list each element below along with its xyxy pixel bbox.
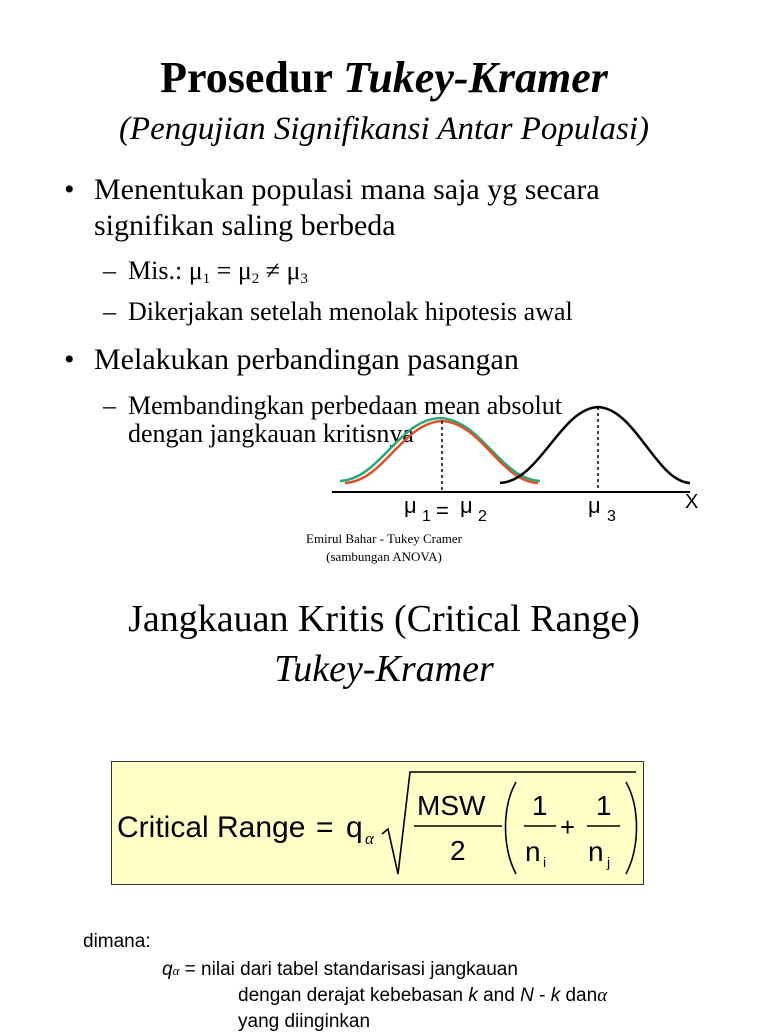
black-curve xyxy=(500,407,690,483)
formula-lhs: Critical Range xyxy=(117,811,306,844)
formula-n-i: n xyxy=(525,836,541,867)
left-paren xyxy=(506,782,517,874)
definition-line-1: qα = nilai dari tabel standarisasi jangkauan xyxy=(162,959,518,980)
right-paren xyxy=(626,782,637,874)
slide1-subtitle: (Pengujian Signifikansi Antar Populasi) xyxy=(118,111,650,147)
formula-plus: + xyxy=(560,812,576,842)
bullet-dot: • xyxy=(64,173,75,206)
bullet-2 xyxy=(0,342,768,378)
bullet-2-text: Melakukan perbandingan pasangan xyxy=(94,343,519,376)
formula-sub-j: j xyxy=(607,854,611,870)
definition-line-3: yang diinginkan xyxy=(238,1011,371,1032)
sub-bullet-2 xyxy=(0,297,768,327)
mu-3-sub: 3 xyxy=(607,508,616,525)
formula-alpha: α xyxy=(365,829,374,848)
footer-line-2: (sambungan ANOVA) xyxy=(326,549,442,564)
slide2-heading: Jangkauan Kritis (Critical Range) xyxy=(128,598,640,640)
formula-one-b: 1 xyxy=(596,790,612,821)
slide1-title: Prosedur Tukey-Kramer xyxy=(160,53,608,102)
mu-1-symbol: μ xyxy=(404,493,417,518)
dash: – xyxy=(103,256,116,285)
formula-one-a: 1 xyxy=(532,790,548,821)
footer-line-1: Emirul Bahar - Tukey Cramer xyxy=(306,531,462,546)
formula-msw: MSW xyxy=(417,790,486,821)
mu-1-sub: 1 xyxy=(422,508,431,525)
sub-bullet-2-text: Dikerjakan setelah menolak hipotesis awal xyxy=(128,297,573,326)
formula-equals: = xyxy=(316,811,334,844)
bullet-dot: • xyxy=(64,343,75,376)
definition-line-2: dengan derajat kebebasan k and N - k danα xyxy=(238,985,608,1006)
distribution-graph xyxy=(320,395,710,530)
mu-2-sub: 2 xyxy=(478,508,487,525)
formula-sub-i: i xyxy=(543,854,547,870)
formula-box xyxy=(111,761,644,885)
critical-range-formula xyxy=(112,762,642,883)
slide2-subheading: Tukey-Kramer xyxy=(274,648,494,690)
formula-q: q xyxy=(346,811,363,844)
bullet-1 xyxy=(0,172,768,244)
sub-bullet-1-text: Mis.: $\mu_1 = \mu_2 \ne \mu_3$ xyxy=(128,256,308,287)
dimana-label: dimana: xyxy=(83,931,151,952)
mu-2-symbol: μ xyxy=(460,493,473,518)
dash: – xyxy=(103,297,116,326)
sub-bullet-3-text: Membandingkan perbedaan mean absolut dengan jangkauan kritisnya xyxy=(128,391,562,448)
slide1-footer xyxy=(0,530,768,566)
formula-n-j: n xyxy=(588,836,604,867)
x-axis-label: X xyxy=(685,491,699,513)
bullet-1-text: Menentukan populasi mana saja yg secara signifikan saling berbeda xyxy=(94,173,600,242)
eq-symbol: = xyxy=(436,498,449,523)
formula-two: 2 xyxy=(450,835,466,866)
sub-bullet-1 xyxy=(0,256,768,286)
dash: – xyxy=(103,391,116,420)
mu-3-symbol: μ xyxy=(588,493,601,518)
